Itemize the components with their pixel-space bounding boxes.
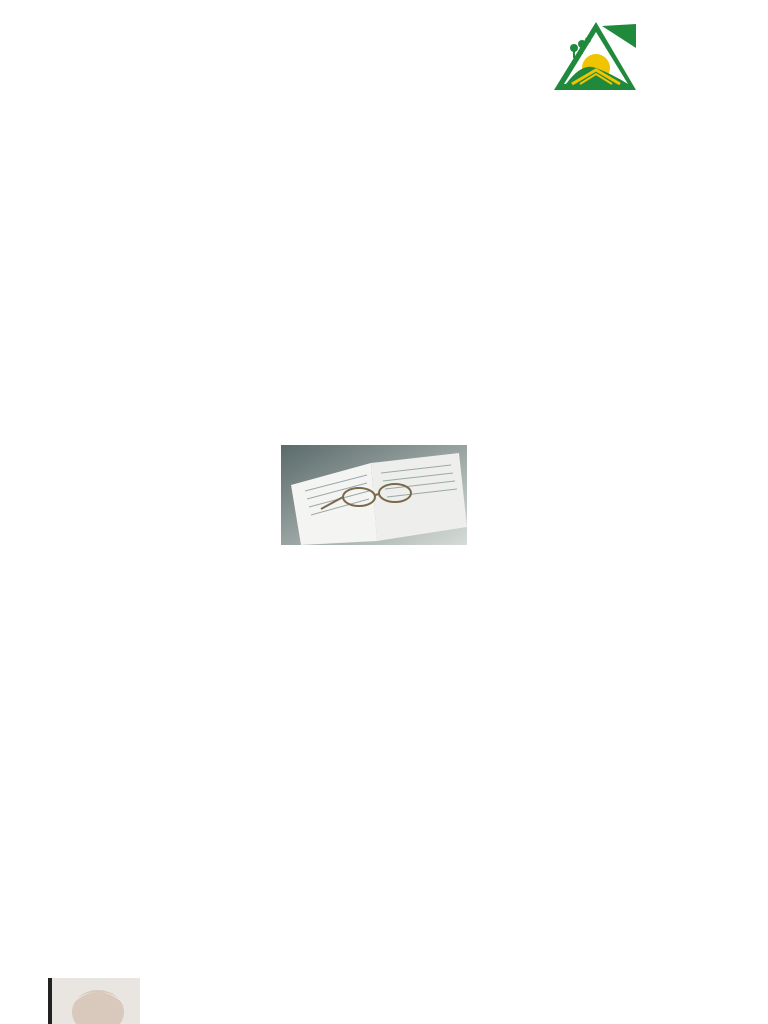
author-portrait-photo (48, 978, 140, 1024)
faculty-logo (552, 18, 638, 92)
book-with-glasses-photo (281, 445, 467, 545)
